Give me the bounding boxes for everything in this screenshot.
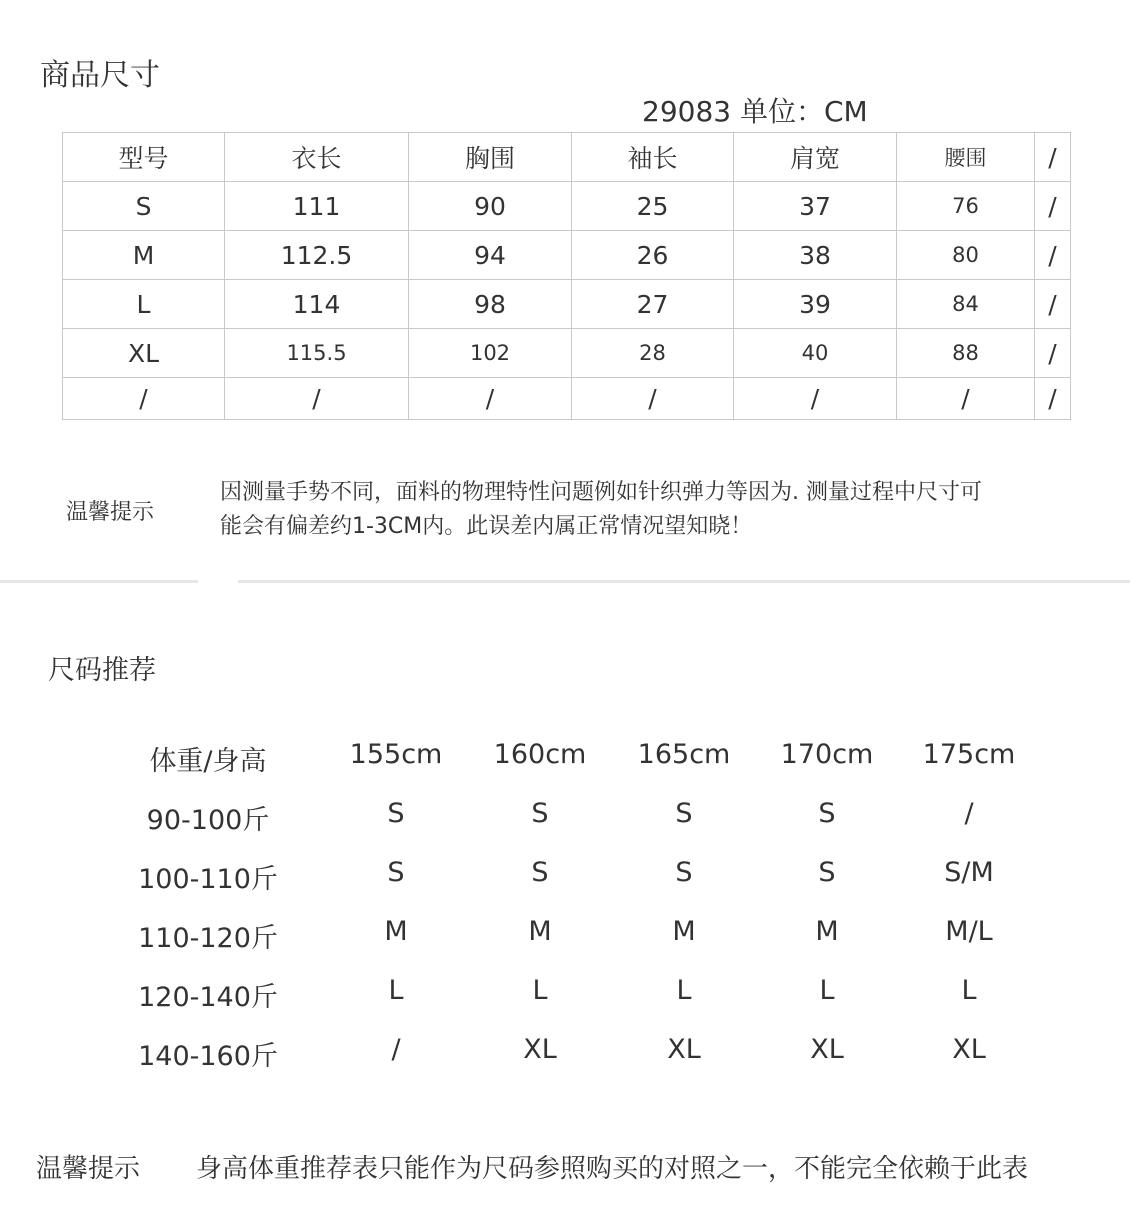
size-cell: S/M xyxy=(944,857,994,888)
size-cell: S xyxy=(675,857,693,888)
table-row xyxy=(63,182,1071,231)
size-cell: M xyxy=(528,916,552,947)
table-cell: 115.5 xyxy=(225,329,409,378)
size-cell: M xyxy=(815,916,839,947)
size-cell: L xyxy=(532,975,548,1006)
size-cell: L xyxy=(819,975,835,1006)
table-cell: 90 xyxy=(409,182,572,231)
size-cell: S xyxy=(818,798,836,829)
table-header-row xyxy=(63,133,1071,182)
size-cell: S xyxy=(818,857,836,888)
table-header-cell: 袖长 xyxy=(572,133,734,182)
recommend-header-cell: 175cm xyxy=(922,739,1016,770)
tip-text-line-1: 因测量手势不同，面料的物理特性问题例如针织弹力等因为. 测量过程中尺寸可 xyxy=(220,480,982,505)
table-cell: / xyxy=(225,378,409,420)
size-cell: L xyxy=(676,975,692,1006)
table-cell: 37 xyxy=(734,182,897,231)
recommend-header-cell: 155cm xyxy=(349,739,443,770)
size-cell: XL xyxy=(810,1034,844,1065)
table-header-cell: 肩宽 xyxy=(734,133,897,182)
size-cell: S xyxy=(531,857,549,888)
tip-text-line-2: 能会有偏差约1-3CM内。此误差内属正常情况望知晓！ xyxy=(220,514,753,539)
table-header-cell: 腰围 xyxy=(897,133,1035,182)
size-cell: S xyxy=(387,857,405,888)
table-row xyxy=(63,280,1071,329)
recommend-header-cell: 170cm xyxy=(780,739,874,770)
size-cell: M xyxy=(384,916,408,947)
table-row xyxy=(63,231,1071,280)
table-cell: 26 xyxy=(572,231,734,280)
table-cell: L xyxy=(63,280,225,329)
table-cell: XL xyxy=(63,329,225,378)
size-cell: M xyxy=(672,916,696,947)
size-cell: S xyxy=(675,798,693,829)
table-cell: / xyxy=(1035,280,1071,329)
table-header-cell: / xyxy=(1035,133,1071,182)
table-cell: 40 xyxy=(734,329,897,378)
recommend-header-cell: 体重/身高 xyxy=(149,746,267,777)
table-cell: / xyxy=(1035,231,1071,280)
size-cell: XL xyxy=(523,1034,557,1065)
divider xyxy=(0,580,198,583)
unit-label: 29083 单位：CM xyxy=(642,95,868,128)
table-cell: / xyxy=(1035,378,1071,420)
table-cell: 114 xyxy=(225,280,409,329)
table-cell: / xyxy=(734,378,897,420)
size-cell: L xyxy=(388,975,404,1006)
tip2-label: 温馨提示 xyxy=(36,1154,141,1184)
recommend-section-title: 尺码推荐 xyxy=(48,655,156,686)
size-section-title: 商品尺寸 xyxy=(40,58,160,93)
table-cell: 94 xyxy=(409,231,572,280)
table-cell: 111 xyxy=(225,182,409,231)
size-cell: / xyxy=(964,798,974,829)
table-cell: 76 xyxy=(897,182,1035,231)
table-cell: 84 xyxy=(897,280,1035,329)
table-cell: 27 xyxy=(572,280,734,329)
table-cell: / xyxy=(572,378,734,420)
table-row xyxy=(63,378,1071,420)
size-table xyxy=(62,132,1071,420)
table-cell: 88 xyxy=(897,329,1035,378)
size-cell: / xyxy=(391,1034,401,1065)
tip-text xyxy=(220,476,1080,544)
table-cell: 98 xyxy=(409,280,572,329)
table-header-cell: 胸围 xyxy=(409,133,572,182)
tip-label: 温馨提示 xyxy=(66,500,155,525)
weight-label: 90-100斤 xyxy=(146,805,270,836)
table-row xyxy=(63,329,1071,378)
table-cell: 112.5 xyxy=(225,231,409,280)
table-cell: M xyxy=(63,231,225,280)
table-cell: / xyxy=(1035,329,1071,378)
table-cell: 80 xyxy=(897,231,1035,280)
table-cell: / xyxy=(409,378,572,420)
weight-label: 120-140斤 xyxy=(138,982,278,1013)
size-cell: S xyxy=(387,798,405,829)
recommend-header-cell: 165cm xyxy=(637,739,731,770)
size-cell: XL xyxy=(952,1034,986,1065)
weight-label: 140-160斤 xyxy=(138,1041,278,1072)
size-cell: XL xyxy=(667,1034,701,1065)
table-cell: / xyxy=(897,378,1035,420)
size-cell: L xyxy=(961,975,977,1006)
table-header-cell: 型号 xyxy=(63,133,225,182)
table-cell: 102 xyxy=(409,329,572,378)
size-cell: S xyxy=(531,798,549,829)
table-cell: / xyxy=(63,378,225,420)
table-cell: 25 xyxy=(572,182,734,231)
table-cell: 28 xyxy=(572,329,734,378)
weight-label: 110-120斤 xyxy=(138,923,278,954)
recommend-header-cell: 160cm xyxy=(493,739,587,770)
table-header-cell: 衣长 xyxy=(225,133,409,182)
divider xyxy=(238,580,1130,583)
tip2-text: 身高体重推荐表只能作为尺码参照购买的对照之一，不能完全依赖于此表 xyxy=(196,1154,1029,1184)
table-cell: / xyxy=(1035,182,1071,231)
table-cell: 38 xyxy=(734,231,897,280)
weight-label: 100-110斤 xyxy=(138,864,278,895)
table-cell: 39 xyxy=(734,280,897,329)
size-cell: M/L xyxy=(945,916,993,947)
table-cell: S xyxy=(63,182,225,231)
